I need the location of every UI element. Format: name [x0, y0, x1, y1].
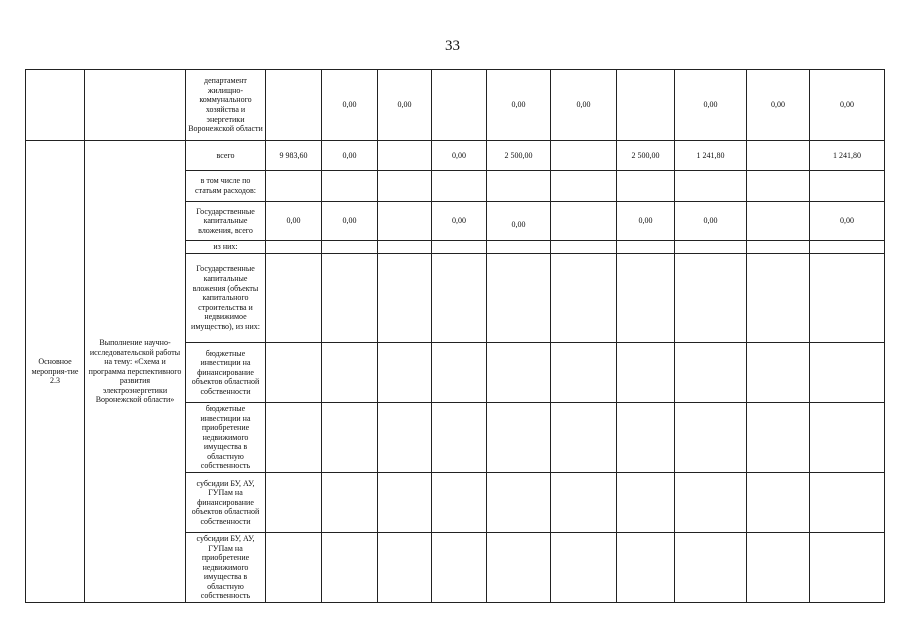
value-cell: 0,00: [432, 202, 487, 241]
value-cell: [432, 241, 487, 254]
value-cell: [747, 202, 810, 241]
value-cell: [810, 343, 885, 403]
value-cell: [322, 254, 378, 343]
row-label: из них:: [186, 241, 266, 254]
value-cell: 0,00: [810, 70, 885, 141]
value-cell: [266, 241, 322, 254]
value-cell: 0,00: [266, 202, 322, 241]
value-cell: 0,00: [551, 70, 617, 141]
value-cell: [617, 70, 675, 141]
value-cell: 0,00: [675, 202, 747, 241]
value-cell: [551, 473, 617, 533]
value-cell: [266, 473, 322, 533]
value-cell: [747, 141, 810, 171]
row-label: департамент жилищно-коммунального хозяйства и энергетики Воронежской области: [186, 70, 266, 141]
value-cell: 0,00: [378, 70, 432, 141]
value-cell: 0,00: [432, 141, 487, 171]
value-cell: [617, 533, 675, 603]
value-cell: [551, 241, 617, 254]
value-cell: [675, 343, 747, 403]
row-label: бюджетные инвестиции на финансирование объектов областной собственности: [186, 343, 266, 403]
row-label: всего: [186, 141, 266, 171]
value-cell: [747, 241, 810, 254]
value-cell: [675, 254, 747, 343]
value-text: 0,00: [511, 220, 526, 230]
value-cell: [551, 202, 617, 241]
value-cell: [810, 171, 885, 202]
value-cell: [551, 171, 617, 202]
value-cell: 0,00: [322, 141, 378, 171]
value-cell: [266, 343, 322, 403]
measure-code: Основное мероприя-тие 2.3: [26, 141, 85, 603]
value-cell: [378, 202, 432, 241]
value-cell: [266, 403, 322, 473]
value-cell: 1 241,80: [810, 141, 885, 171]
value-cell: [551, 254, 617, 343]
value-cell: [551, 533, 617, 603]
value-cell: [675, 533, 747, 603]
row-label: субсидии БУ, АУ, ГУПам на финансирование объектов областной собственности: [186, 473, 266, 533]
value-cell: [810, 241, 885, 254]
value-cell: [747, 533, 810, 603]
value-cell: [551, 403, 617, 473]
measure-description-cell-empty: [85, 70, 186, 141]
value-cell: [675, 171, 747, 202]
value-cell: [617, 403, 675, 473]
value-cell: [432, 70, 487, 141]
value-cell: [378, 254, 432, 343]
value-cell: [487, 202, 551, 241]
value-cell: [487, 403, 551, 473]
value-cell: [675, 241, 747, 254]
value-cell: [551, 141, 617, 171]
value-cell: [810, 254, 885, 343]
value-cell: [747, 343, 810, 403]
value-cell: [487, 254, 551, 343]
value-cell: [432, 473, 487, 533]
value-cell: [810, 473, 885, 533]
value-cell: [266, 533, 322, 603]
measure-code-cell-empty: [26, 70, 85, 141]
value-cell: [432, 403, 487, 473]
value-cell: 0,00: [617, 202, 675, 241]
value-cell: [487, 171, 551, 202]
value-cell: [322, 403, 378, 473]
row-label: бюджетные инвестиции на приобретение недвижимого имущества в областную собственность: [186, 403, 266, 473]
value-cell: [617, 171, 675, 202]
value-cell: [432, 254, 487, 343]
value-cell: [617, 343, 675, 403]
value-cell: [487, 533, 551, 603]
value-cell: [487, 473, 551, 533]
value-cell: [675, 473, 747, 533]
value-cell: [432, 171, 487, 202]
value-cell: 1 241,80: [675, 141, 747, 171]
value-cell: [378, 533, 432, 603]
value-cell: [747, 473, 810, 533]
value-cell: [810, 403, 885, 473]
row-label: Государственные капитальные вложения, всего: [186, 202, 266, 241]
measure-description: Выполнение научно-исследовательской работы на тему: «Схема и программа перспективного развития электроэнергетики Воронежской области»: [85, 141, 186, 603]
value-cell: [266, 70, 322, 141]
value-cell: [378, 171, 432, 202]
row-label: субсидии БУ, АУ, ГУПам на приобретение недвижимого имущества в областную собственность: [186, 533, 266, 603]
value-cell: 0,00: [487, 70, 551, 141]
value-cell: 9 983,60: [266, 141, 322, 171]
value-cell: 0,00: [747, 70, 810, 141]
value-cell: [747, 254, 810, 343]
value-cell: [322, 533, 378, 603]
value-cell: [617, 473, 675, 533]
value-cell: [487, 241, 551, 254]
value-cell: [378, 403, 432, 473]
value-cell: [378, 141, 432, 171]
row-label: Государственные капитальные вложения (объекты капитального строительства и недвижимое имущество), из них:: [186, 254, 266, 343]
budget-table: [25, 69, 885, 603]
value-cell: [747, 403, 810, 473]
value-cell: [378, 473, 432, 533]
value-cell: [810, 533, 885, 603]
value-cell: [266, 254, 322, 343]
value-cell: [551, 343, 617, 403]
value-cell: 2 500,00: [617, 141, 675, 171]
page-number: 33: [445, 38, 460, 54]
table-row: [26, 70, 885, 141]
value-cell: [617, 254, 675, 343]
value-cell: [322, 473, 378, 533]
table-row: [26, 141, 885, 171]
value-cell: [322, 343, 378, 403]
value-cell: [487, 343, 551, 403]
value-cell: [432, 533, 487, 603]
value-cell: [266, 171, 322, 202]
value-cell: [617, 241, 675, 254]
value-cell: [747, 171, 810, 202]
value-cell: [378, 241, 432, 254]
value-cell: 2 500,00: [487, 141, 551, 171]
value-cell: [322, 241, 378, 254]
value-cell: [675, 403, 747, 473]
value-cell: 0,00: [322, 202, 378, 241]
value-cell: 0,00: [322, 70, 378, 141]
value-cell: [378, 343, 432, 403]
value-cell: [432, 343, 487, 403]
value-cell: 0,00: [675, 70, 747, 141]
row-label: в том числе по статьям расходов:: [186, 171, 266, 202]
value-cell: [322, 171, 378, 202]
value-cell: 0,00: [810, 202, 885, 241]
